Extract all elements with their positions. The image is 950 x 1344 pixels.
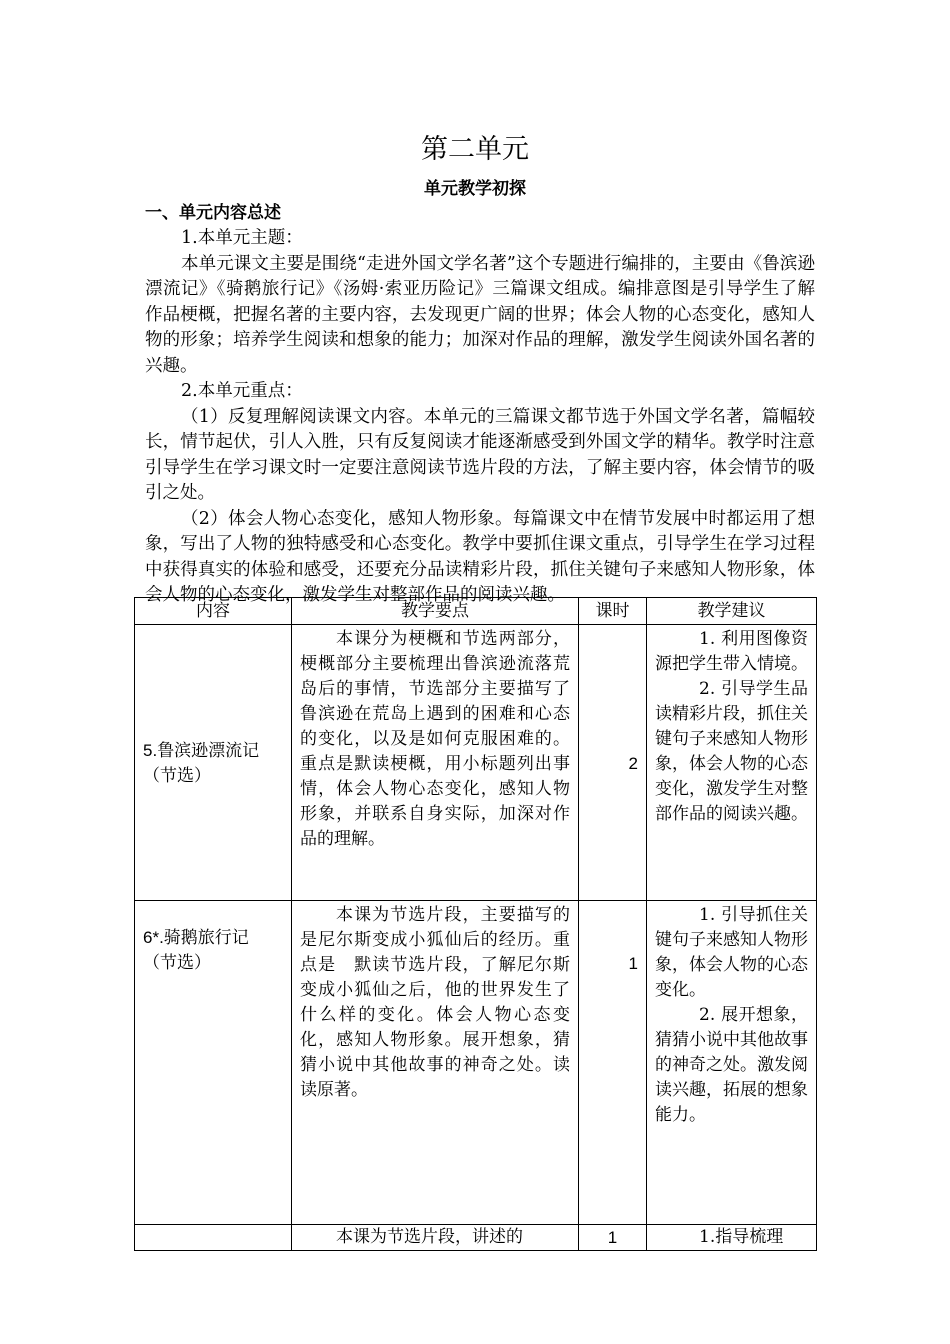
- lesson-name-sub: （节选）: [143, 953, 211, 973]
- lesson-points-cell: [292, 901, 579, 1225]
- unit-subtitle: 单元教学初探: [424, 179, 526, 199]
- theme-text: 本单元课文主要是围绕“走进外国文学名著”这个专题进行编排的，主要由《鲁滨逊漂流记》《骑鹅旅行记》《汤姆·索亚历险记》三篇课文组成。编排意图是引导学生了解作品梗概，把握名著的主要内容，去发现更广阔的世界；体会人物的心态变化，感知人物的形象；培养学生阅读和想象的能力；加深对作品的理解，激发学生阅读外国名著的兴趣。: [145, 253, 815, 376]
- lesson-points: 本课分为梗概和节选两部分，梗概部分主要梳理出鲁滨逊流落荒岛后的事情，节选部分主要描写了鲁滨逊在荒岛上遇到的困难和心态的变化，以及是如何克服困难的。重点是默读梗概，用小标题列出事情，体会人物心态变化，感知人物形象，并联系自身实际，加深对作品的理解。: [300, 629, 570, 849]
- lesson-hours: 2: [579, 625, 647, 901]
- suggestion-item: 2. 引导学生品读精彩片段，抓住关键句子来感知人物形象，体会人物的心态变化，激发学生对整部作品的阅读兴趣。: [655, 679, 808, 824]
- table-row: [135, 625, 817, 901]
- suggestion-item: 1.指导梳理: [699, 1227, 784, 1247]
- lesson-suggestions-cell: [647, 1225, 817, 1251]
- focus-item-1: （1）反复理解阅读课文内容。本单元的三篇课文都节选于外国文学名著，篇幅较长，情节起伏，引人入胜，只有反复阅读才能逐渐感受到外国文学的精华。教学时注意引导学生在学习课文时一定要注意阅读节选片段的方法，了解主要内容，体会情节的吸引之处。: [145, 406, 815, 503]
- lesson-hours: 1: [579, 1225, 647, 1251]
- lesson-name-sub: （节选）: [143, 766, 211, 786]
- header-hours: 课时: [579, 598, 647, 625]
- lesson-points-cell: [292, 1225, 579, 1251]
- header-points: 教学要点: [292, 598, 579, 625]
- focus-label: 2.本单元重点：: [181, 381, 303, 401]
- table-row: [135, 901, 817, 1225]
- lesson-plan-table: [134, 597, 817, 1251]
- header-suggestions: 教学建议: [647, 598, 817, 625]
- focus-item-2: （2）体会人物心态变化，感知人物形象。每篇课文中在情节发展中时都运用了想象，写出了人物的独特感受和心态变化。教学中要抓住课文重点，引导学生在学习过程中获得真实的体验和感受，还要充分品读精彩片段，抓住关键句子来感知人物形象，体会人物的心态变化，激发学生对整部作品的阅读兴趣。: [145, 508, 815, 605]
- unit-overview: [145, 226, 815, 609]
- unit-title: 第二单元: [421, 134, 529, 165]
- section-heading: 一、单元内容总述: [145, 203, 281, 223]
- lesson-points: 本课为节选片段，主要描写的是尼尔斯变成小狐仙后的经历。重点是 默读节选片段，了解尼尔斯变成小狐仙之后，他的世界发生了什么样的变化。体会人物心态变化，感知人物形象。展开想象，猜猜小说中其他故事的神奇之处。读读原著。: [300, 905, 570, 1100]
- lesson-number: 6*.: [143, 928, 164, 947]
- lesson-name-cell: [135, 625, 292, 901]
- lesson-number: 5.: [143, 741, 158, 760]
- lesson-name-cell: [135, 1225, 292, 1251]
- suggestion-item: 1. 引导抓住关键句子来感知人物形象，体会人物的心态变化。: [655, 905, 808, 1000]
- lesson-name: 骑鹅旅行记: [163, 928, 249, 948]
- lesson-name: 鲁滨逊漂流记: [157, 741, 260, 761]
- lesson-suggestions-cell: [647, 901, 817, 1225]
- lesson-points-cell: [292, 625, 579, 901]
- theme-label: 1.本单元主题：: [181, 228, 303, 248]
- table-row: [135, 1225, 817, 1251]
- lesson-points: 本课为节选片段，讲述的: [336, 1227, 523, 1247]
- suggestion-item: 1. 利用图像资源把学生带入情境。: [655, 629, 808, 674]
- table-header-row: [135, 598, 817, 625]
- header-content: 内容: [135, 598, 292, 625]
- lesson-hours: 1: [579, 901, 647, 1225]
- suggestion-item: 2. 展开想象，猜猜小说中其他故事的神奇之处。激发阅读兴趣，拓展的想象能力。: [655, 1005, 808, 1125]
- lesson-name-cell: [135, 901, 292, 1225]
- lesson-suggestions-cell: [647, 625, 817, 901]
